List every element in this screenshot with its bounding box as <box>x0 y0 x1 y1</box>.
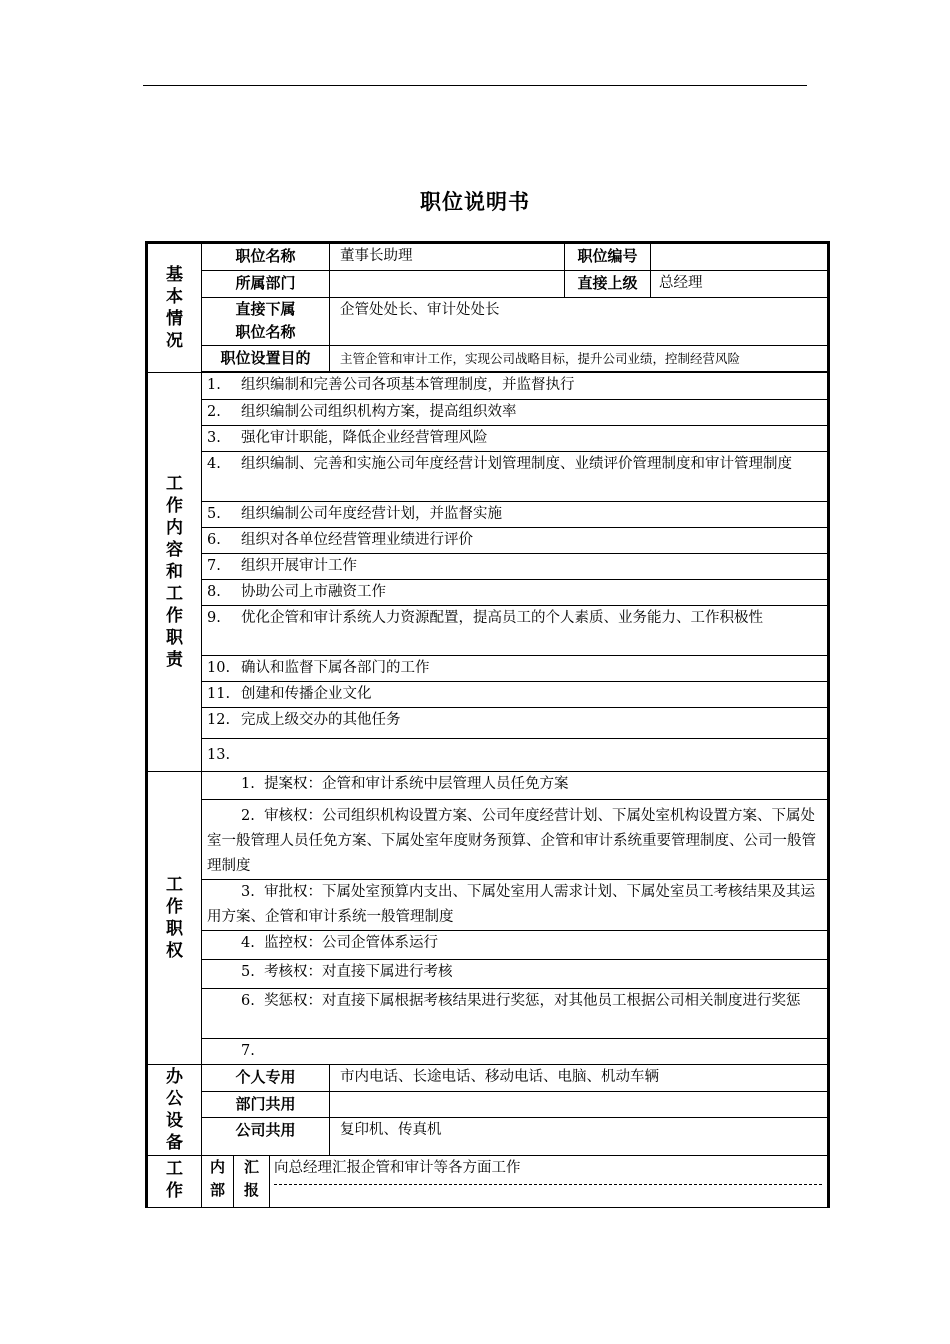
duty-number: 3. <box>207 430 221 446</box>
label-position-code: 职位编号 <box>565 244 651 270</box>
duty-number: 8. <box>207 584 221 600</box>
duty-number: 11. <box>207 686 231 702</box>
duty-row <box>147 656 829 682</box>
label-position-name: 职位名称 <box>202 243 330 271</box>
duty-row <box>147 528 829 554</box>
duty-row <box>147 708 829 739</box>
duty-row <box>147 426 829 452</box>
duty-row <box>147 554 829 580</box>
authority-item <box>202 960 829 989</box>
equipment-row <box>147 1118 829 1156</box>
duty-text: 创建和传播企业文化 <box>241 686 372 702</box>
label-department: 所属部门 <box>202 271 330 298</box>
duty-row <box>147 502 829 528</box>
value-superior: 总经理 <box>659 275 703 291</box>
duty-item <box>202 606 829 656</box>
label-purpose: 职位设置目的 <box>202 346 330 372</box>
section-relations <box>147 1156 202 1208</box>
value-personal: 市内电话、长途电话、移动电话、电脑、机动车辆 <box>330 1065 829 1092</box>
duty-item <box>202 708 829 739</box>
value-company-shared: 复印机、传真机 <box>330 1118 829 1156</box>
duty-text: 确认和监督下属各部门的工作 <box>241 660 430 676</box>
value-dept-shared <box>330 1092 829 1118</box>
duty-row <box>147 373 829 400</box>
authority-item <box>202 800 829 880</box>
section-basic-label: 基本情况 <box>166 265 183 351</box>
duty-number: 2. <box>207 404 221 420</box>
label-report: 汇报 <box>234 1156 270 1208</box>
duty-row <box>147 606 829 656</box>
duty-item <box>202 554 829 580</box>
authority-item <box>202 989 829 1039</box>
authority-number: 3. <box>241 884 255 900</box>
duty-number: 5. <box>207 506 221 522</box>
duty-text: 组织编制和完善公司各项基本管理制度，并监督执行 <box>241 377 575 393</box>
authority-text: 审批权：下属处室预算内支出、下属处室用人需求计划、下属处室员工考核结果及其运用方案、企管和审计系统一般管理制度 <box>207 884 816 925</box>
row-position-name <box>147 243 829 271</box>
document-title: 职位说明书 <box>420 190 530 214</box>
authority-row <box>147 989 829 1039</box>
duty-item <box>202 656 829 682</box>
duty-number: 12. <box>207 712 231 728</box>
duty-text: 协助公司上市融资工作 <box>241 584 386 600</box>
authority-text: 审核权：公司组织机构设置方案、公司年度经营计划、下属处室机构设置方案、下属处室一般管理人员任免方案、下属处室年度财务预算、企管和审计系统重要管理制度、公司一般管理制度 <box>207 808 816 874</box>
authority-number: 4. <box>241 935 255 951</box>
dashed-rule <box>274 1184 822 1185</box>
authority-row <box>147 1039 829 1065</box>
authority-item <box>202 772 829 800</box>
authority-row <box>147 931 829 960</box>
value-department <box>330 271 565 298</box>
authority-row <box>147 880 829 931</box>
duty-item <box>202 400 829 426</box>
duty-text: 组织编制、完善和实施公司年度经营计划管理制度、业绩评价管理制度和审计管理制度 <box>241 456 792 472</box>
label-subordinates <box>202 298 330 346</box>
duty-text: 优化企管和审计系统人力资源配置，提高员工的个人素质、业务能力、工作积极性 <box>241 610 763 626</box>
authority-number: 1. <box>241 776 255 792</box>
value-report <box>270 1156 829 1208</box>
label-subordinates-line1: 直接下属 <box>235 300 296 318</box>
row-department <box>147 271 829 298</box>
authority-item <box>202 931 829 960</box>
duty-item <box>202 682 829 708</box>
authority-text: 考核权：对直接下属进行考核 <box>264 964 453 980</box>
value-position-name: 董事长助理 <box>330 243 565 271</box>
authority-number: 6. <box>241 993 255 1009</box>
section-equipment <box>147 1065 202 1156</box>
job-description-table <box>145 241 830 1208</box>
equipment-row <box>147 1092 829 1118</box>
duty-number: 9. <box>207 610 221 626</box>
equipment-row <box>147 1065 829 1092</box>
duty-text: 组织编制公司组织机构方案，提高组织效率 <box>241 404 517 420</box>
duty-row <box>147 580 829 606</box>
row-subordinates <box>147 298 829 346</box>
authority-number: 2. <box>241 808 255 824</box>
section-equipment-label: 办公设备 <box>166 1067 183 1153</box>
authority-number: 7. <box>241 1043 255 1059</box>
label-superior: 直接上级 <box>565 271 651 297</box>
duty-row <box>147 452 829 502</box>
authority-text: 监控权：公司企管体系运行 <box>264 935 439 951</box>
duty-item <box>202 373 829 400</box>
duty-number: 7. <box>207 558 221 574</box>
label-company-shared: 公司共用 <box>202 1118 330 1156</box>
duty-item <box>202 452 829 502</box>
section-authority-label: 工作职权 <box>166 875 183 961</box>
duty-number: 10. <box>207 660 231 676</box>
authority-item <box>202 880 829 931</box>
duty-number: 4. <box>207 456 221 472</box>
value-subordinates: 企管处处长、审计处处长 <box>330 298 829 346</box>
label-subordinates-line2: 职位名称 <box>235 323 296 341</box>
value-purpose: 主管企管和审计工作，实现公司战略目标，提升公司业绩，控制经营风险 <box>330 346 829 372</box>
authority-text: 提案权：企管和审计系统中层管理人员任免方案 <box>264 776 569 792</box>
duty-item <box>202 580 829 606</box>
label-internal: 内部 <box>202 1156 234 1208</box>
authority-row <box>147 960 829 989</box>
duty-item <box>202 426 829 452</box>
row-purpose <box>147 346 829 372</box>
duty-number: 6. <box>207 532 221 548</box>
duty-row <box>147 682 829 708</box>
section-duties-label: 工作内容和工作职责 <box>166 474 183 670</box>
relations-row <box>147 1156 829 1208</box>
duty-text: 组织对各单位经营管理业绩进行评价 <box>241 532 473 548</box>
authority-number: 5. <box>241 964 255 980</box>
duty-number: 1. <box>207 377 221 393</box>
superior-cell <box>565 271 829 298</box>
duty-item <box>202 528 829 554</box>
duty-row <box>147 739 829 772</box>
authority-item <box>202 1039 829 1065</box>
authority-row <box>147 772 829 800</box>
duty-row <box>147 400 829 426</box>
authority-row <box>147 800 829 880</box>
duty-text: 强化审计职能，降低企业经营管理风险 <box>241 430 488 446</box>
duty-text: 组织开展审计工作 <box>241 558 357 574</box>
section-duties <box>147 373 202 772</box>
duty-text: 组织编制公司年度经营计划，并监督实施 <box>241 506 502 522</box>
header-rule <box>143 85 807 86</box>
duty-text: 完成上级交办的其他任务 <box>241 712 401 728</box>
duty-item <box>202 739 829 772</box>
section-basic <box>147 243 202 373</box>
duty-number: 13. <box>207 746 231 763</box>
authority-text: 奖惩权：对直接下属根据考核结果进行奖惩，对其他员工根据公司相关制度进行奖惩 <box>264 993 801 1009</box>
label-dept-shared: 部门共用 <box>202 1092 330 1118</box>
section-authority <box>147 772 202 1065</box>
report-text: 向总经理汇报企管和审计等各方面工作 <box>274 1160 521 1176</box>
section-relations-label: 工作 <box>166 1159 183 1201</box>
position-code-cell <box>565 243 829 271</box>
duty-item <box>202 502 829 528</box>
value-position-code <box>651 244 827 270</box>
label-personal: 个人专用 <box>202 1065 330 1092</box>
